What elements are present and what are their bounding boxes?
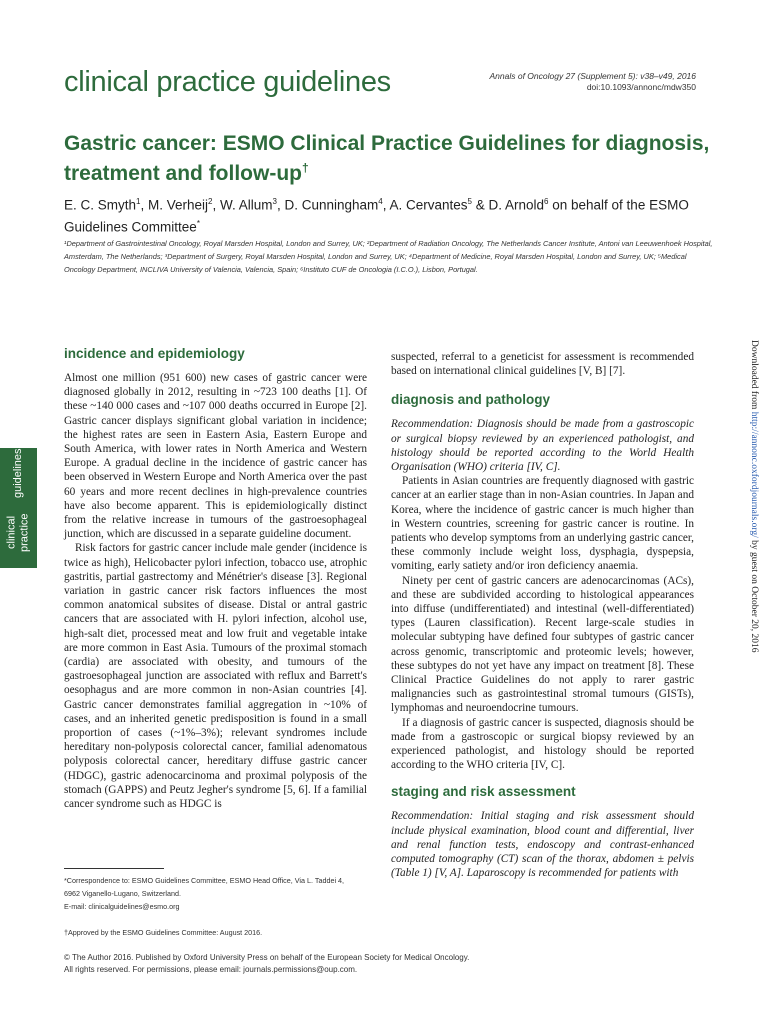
affiliations: ¹Department of Gastrointestinal Oncology, Royal Marsden Hospital, London and Surrey, UK; ²Department of Radiation Oncology, The Netherlands Cancer Institute, Antoni van Leeuwenhoek Hospital, Amsterdam, The Netherlands; ³Department of Surgery, Royal Marsden Hospital, London and Surrey, UK; ⁴Department of Medicine, Royal Marsden Hospital, London and Surrey, UK; ⁵Medical Oncology Department, INCLIVA University of Valencia, Valencia, Spain; ⁶Instituto CUF de Oncologia (I.C.O.), Lisbon, Portugal. (64, 239, 713, 274)
author-list (64, 193, 714, 236)
side-section-tab (0, 448, 37, 568)
paragraph-incidence: Almost one million (951 600) new cases of gastric cancer were diagnosed globally in 2012, resulting in ~723 100 deaths [1]. Of these ~140 000 cases and ~107 000 deaths occurred in Europe [2]. Gastric cancer displays significant global variation in incidence; the highest rates are seen in Eastern Asia, Eastern Europe and South America, with lower rates in North America and Western Europe. A gradual decline in the incidence of gastric cancer has been observed in Western Europe and North America over the past 60 years and more recent declines in high-prevalence countries have also become apparent. This is epidemiologically distinct from the relative increase in tumours of the gastroesophageal junction, which are discussed in a separate guideline document. (64, 372, 367, 541)
download-watermark (741, 340, 759, 700)
correspondence-line-1: *Correspondence to: ESMO Guidelines Committee, ESMO Head Office, Via L. Taddei 4, (64, 876, 345, 885)
side-tab-line-2: guidelines (12, 448, 24, 498)
paragraph-risk-factors: Risk factors for gastric cancer include male gender (incidence is twice as high), Helicobacter pylori infection, tobacco use, atrophic gastritis, partial gastrectomy and Ménétrier's disease [3]. Regional variation in gastric cancer risk factors influences the most common anatomical subsites of disease. Distal or antral gastric cancers that are associated with H. pylori infection, alcohol use, high-salt diet, processed meat and low fruit and vegetable intake are more common in East Asia. Tumours of the proximal stomach (cardia) are associated with obesity, and tumours of the gastroesophageal junction are associated with reflux and Barrett's oesophagus and are more common in non-Asian countries [4]. Gastric cancer demonstrates familial aggregation in ~10% of cases, and an inherited genetic predisposition is found in a small proportion of cases (~1%–3%); relevant syndromes include hereditary non-polyposis colorectal cancer, familial adenomatous polyposis colorectal cancer, hereditary diffuse gastric cancer (HDGC), gastric adenocarcinoma and proximal polyposis of the stomach (GAPPS) and Peutz Jegher's syndrome [5, 6]. If a familial cancer syndrome such as HDGC is (64, 542, 367, 811)
correspondence-email: E-mail: clinicalguidelines@esmo.org (64, 902, 180, 911)
copyright-notice (64, 952, 714, 976)
left-column (64, 346, 367, 811)
journal-info (490, 71, 697, 93)
paragraph-referral: suspected, referral to a geneticist for assessment is recommended based on international clinical guidelines [V, B] [7]. (391, 351, 694, 378)
correspondence-line-2: 6962 Viganello-Lugano, Switzerland. (64, 889, 181, 898)
author-separator: & (472, 197, 489, 213)
author-affiliation-number: 3 (272, 197, 277, 206)
author-separator: , (212, 197, 220, 213)
heading-staging-risk: staging and risk assessment (391, 784, 576, 800)
recommendation-diagnosis: Recommendation: Diagnosis should be made from a gastroscopic or surgical biopsy reviewed by an experienced pathologist, and histology should be reported according to the World Health Organisation (WHO) criteria [IV, C]. (391, 418, 694, 474)
download-prefix: Downloaded from (749, 340, 759, 412)
author-name: W. Allum (219, 197, 273, 213)
author-affiliation-number: 1 (136, 197, 141, 206)
side-tab-label (0, 448, 37, 568)
author-name: D. Cunningham (284, 197, 379, 213)
authors-committee: on behalf of the ESMO Guidelines Committee (64, 197, 689, 234)
paragraph-diagnosis-suspected: If a diagnosis of gastric cancer is suspected, diagnosis should be made from a gastroscopic or surgical biopsy reviewed by an experienced pathologist, and histology should be reported according to the WHO criteria [IV, C]. (391, 716, 694, 772)
author-separator: , (276, 197, 285, 213)
approval-note: †Approved by the ESMO Guidelines Committee: August 2016. (64, 928, 263, 937)
author-name: D. Arnold (488, 197, 545, 213)
footnote-divider (64, 868, 164, 869)
journal-doi: doi:10.1093/annonc/mdw350 (586, 82, 696, 92)
paragraph-asian-countries: Patients in Asian countries are frequently diagnosed with gastric cancer at an earlier stage than in non-Asian countries. In Japan and Korea, where the incidence of gastric cancer is much higher than in Western countries, screening for gastric cancer is routine. In patients who develop symptoms from an underlying gastric cancer, these commonly include weight loss, dysphagia, dyspepsia, vomiting, early satiety and/or iron deficiency anaemia. (391, 475, 694, 573)
article-title-text: Gastric cancer: ESMO Clinical Practice Guidelines for diagnosis, treatment and follow-up (64, 132, 710, 185)
side-tab-line-1: clinical practice (5, 513, 31, 553)
download-url-link[interactable]: http://annonc.oxfordjournals.org/ (749, 411, 759, 538)
article-title (64, 131, 714, 186)
right-column (391, 350, 694, 881)
correspondence-mark: * (196, 218, 200, 228)
footnotes (64, 874, 367, 939)
heading-incidence-epidemiology: incidence and epidemiology (64, 346, 245, 361)
author-name: M. Verheij (147, 197, 209, 213)
heading-diagnosis-pathology: diagnosis and pathology (391, 392, 551, 408)
copyright-line-2: All rights reserved. For permissions, please email: journals.permissions@oup.com. (64, 965, 358, 974)
copyright-line-1: © The Author 2016. Published by Oxford University Press on behalf of the European Society for Medical Oncology. (64, 953, 470, 962)
paragraph-adenocarcinomas: Ninety per cent of gastric cancers are adenocarcinomas (ACs), and these are subdivided according to histological appearances into diffuse (undifferentiated) and intestinal (well-differentiated) types (Lauren classification). Recent large-scale studies in molecular subtyping have defined four subtypes of gastric cancer across genomic, transcriptomic and proteomic levels; however, these subtypes do not yet have any impact on treatment [8]. These Clinical Practice Guidelines do not apply to rarer gastric malignancies such as gastrointestinal stromal tumours (GISTs), lymphomas and neuroendocrine tumours. (391, 574, 694, 715)
author-separator: , (140, 197, 148, 213)
author-affiliation-number: 4 (378, 197, 383, 206)
section-title: clinical practice guidelines (64, 66, 391, 98)
author-affiliation-number: 6 (544, 197, 549, 206)
recommendation-staging: Recommendation: Initial staging and risk assessment should include physical examination, blood count and differential, liver and renal function tests, endoscopy and contrast-enhanced computed tomography (CT) scan of the thorax, abdomen ± pelvis (Table 1) [V, A]. Laparoscopy is recommended for patients with (391, 810, 694, 880)
download-suffix: by guest on October 20, 2016 (749, 537, 759, 653)
journal-citation: Annals of Oncology 27 (Supplement 5): v38–v49, 2016 (489, 71, 696, 81)
author-separator: , (382, 197, 390, 213)
author-affiliation-number: 5 (467, 197, 472, 206)
title-dagger: † (302, 161, 309, 175)
author-name: E. C. Smyth (64, 197, 137, 213)
author-name: A. Cervantes (389, 197, 468, 213)
author-affiliation-number: 2 (208, 197, 213, 206)
